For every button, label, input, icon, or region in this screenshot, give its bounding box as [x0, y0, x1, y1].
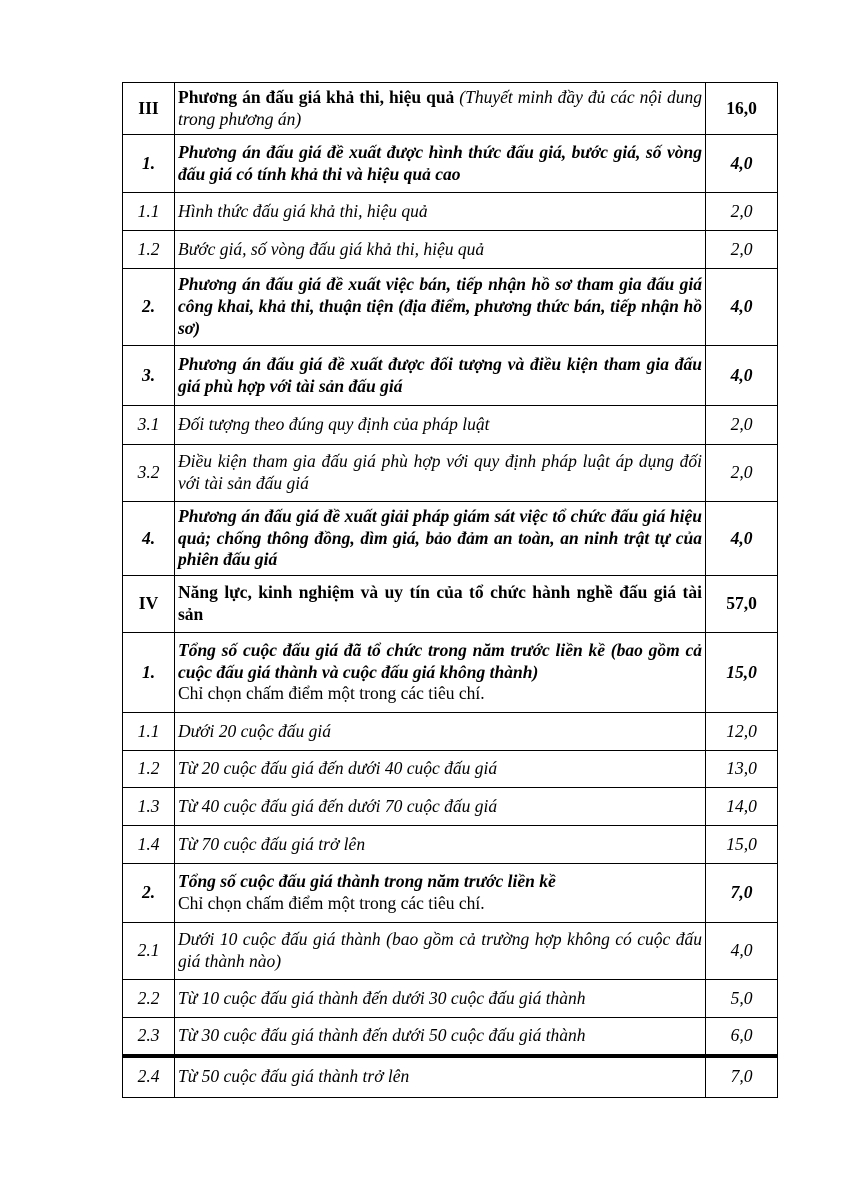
- description-paragraph: [178, 988, 702, 1010]
- text-run: Phương án đấu giá đề xuất việc bán, tiếp nhận hồ sơ tham gia đấu giá công khai, khả thi, thuận tiện (địa điểm, phương thức bán, tiếp nhận hồ sơ): [178, 274, 702, 338]
- table-row: [123, 193, 778, 231]
- row-number-cell: 2.: [123, 269, 175, 346]
- row-number-cell: III: [123, 83, 175, 135]
- table-row: [123, 576, 778, 633]
- row-number-cell: 1.2: [123, 751, 175, 788]
- table-row: [123, 406, 778, 445]
- row-number-cell: 3.2: [123, 445, 175, 502]
- row-number-cell: 1.: [123, 633, 175, 713]
- row-number-cell: 3.1: [123, 406, 175, 445]
- row-number-cell: 1.1: [123, 193, 175, 231]
- row-number-cell: 1.3: [123, 788, 175, 826]
- description-paragraph: [178, 929, 702, 972]
- table-row: [123, 502, 778, 576]
- row-description-cell: [175, 406, 706, 445]
- row-description-cell: [175, 633, 706, 713]
- row-number-cell: IV: [123, 576, 175, 633]
- row-description-cell: [175, 751, 706, 788]
- row-score-cell: 13,0: [706, 751, 778, 788]
- row-description-cell: [175, 1056, 706, 1098]
- text-run: Dưới 10 cuộc đấu giá thành (bao gồm cả trường hợp không có cuộc đấu giá thành nào): [178, 929, 702, 971]
- text-run: Phương án đấu giá khả thi, hiệu quả: [178, 86, 460, 107]
- text-run: Từ 40 cuộc đấu giá đến dưới 70 cuộc đấu giá: [178, 795, 498, 816]
- text-run: Chỉ chọn chấm điểm một trong các tiêu chí.: [178, 893, 485, 913]
- row-number-cell: 1.4: [123, 826, 175, 864]
- description-paragraph: [178, 354, 702, 397]
- text-run: Tổng số cuộc đấu giá thành trong năm trước liền kề: [178, 871, 556, 892]
- text-run: Phương án đấu giá đề xuất giải pháp giám sát việc tổ chức đấu giá hiệu quả; chống thông đồng, dìm giá, bảo đảm an toàn, an ninh trật tự của phiên đấu giá: [178, 505, 702, 570]
- row-number-cell: 2.3: [123, 1018, 175, 1056]
- row-number-cell: 1.1: [123, 713, 175, 751]
- text-run: (Thuyết minh đầy đủ các nội dung trong phương án): [178, 86, 702, 129]
- table-row: [123, 788, 778, 826]
- row-description-cell: [175, 826, 706, 864]
- row-description-cell: [175, 83, 706, 135]
- text-run: Điều kiện tham gia đấu giá phù hợp với quy định pháp luật áp dụng đối với tài sản đấu giá: [178, 451, 702, 493]
- description-paragraph: [178, 506, 702, 571]
- description-paragraph: [178, 721, 702, 743]
- table-row: [123, 751, 778, 788]
- row-score-cell: 4,0: [706, 502, 778, 576]
- row-description-cell: [175, 346, 706, 406]
- table-row: [123, 826, 778, 864]
- row-description-cell: [175, 445, 706, 502]
- text-run: Chỉ chọn chấm điểm một trong các tiêu chí.: [178, 683, 485, 704]
- text-run: Dưới 20 cuộc đấu giá: [178, 720, 332, 741]
- row-description-cell: [175, 231, 706, 269]
- text-run: Phương án đấu giá đề xuất được đối tượng và điều kiện tham gia đấu giá phù hợp với tài sản đấu giá: [178, 353, 702, 396]
- row-number-cell: 2.4: [123, 1056, 175, 1098]
- description-paragraph: [178, 414, 702, 436]
- row-score-cell: 15,0: [706, 633, 778, 713]
- description-paragraph: [178, 201, 702, 223]
- row-description-cell: [175, 864, 706, 923]
- text-run: Tổng số cuộc đấu giá đã tổ chức trong năm trước liền kề (bao gồm cả cuộc đấu giá thành và cuộc đấu giá không thành): [178, 639, 702, 682]
- row-number-cell: 2.2: [123, 980, 175, 1018]
- row-score-cell: 2,0: [706, 193, 778, 231]
- row-description-cell: [175, 135, 706, 193]
- text-run: Từ 30 cuộc đấu giá thành đến dưới 50 cuộc đấu giá thành: [178, 1024, 586, 1045]
- description-paragraph: [178, 796, 702, 818]
- row-number-cell: 2.1: [123, 923, 175, 980]
- row-score-cell: 4,0: [706, 346, 778, 406]
- text-run: Năng lực, kinh nghiệm và uy tín của tổ chức hành nghề đấu giá tài sản: [178, 582, 702, 624]
- row-score-cell: 7,0: [706, 1056, 778, 1098]
- row-score-cell: 15,0: [706, 826, 778, 864]
- row-score-cell: 6,0: [706, 1018, 778, 1056]
- table-row: [123, 231, 778, 269]
- row-score-cell: 4,0: [706, 269, 778, 346]
- row-description-cell: [175, 713, 706, 751]
- row-description-cell: [175, 923, 706, 980]
- row-score-cell: 57,0: [706, 576, 778, 633]
- description-paragraph: [178, 758, 702, 780]
- description-paragraph: [178, 87, 702, 130]
- row-description-cell: [175, 502, 706, 576]
- table-row: [123, 83, 778, 135]
- table-row: [123, 269, 778, 346]
- description-paragraph: [178, 893, 702, 915]
- scoring-table: [122, 82, 778, 1098]
- text-run: Đối tượng theo đúng quy định của pháp luật: [178, 414, 490, 435]
- description-paragraph: [178, 1066, 702, 1088]
- row-score-cell: 2,0: [706, 445, 778, 502]
- row-number-cell: 1.: [123, 135, 175, 193]
- row-description-cell: [175, 1018, 706, 1056]
- description-paragraph: [178, 239, 702, 261]
- table-row: [123, 445, 778, 502]
- table-row: [123, 633, 778, 713]
- row-score-cell: 7,0: [706, 864, 778, 923]
- description-paragraph: [178, 834, 702, 856]
- row-score-cell: 5,0: [706, 980, 778, 1018]
- description-paragraph: [178, 274, 702, 339]
- row-description-cell: [175, 576, 706, 633]
- description-paragraph: [178, 142, 702, 185]
- row-score-cell: 2,0: [706, 231, 778, 269]
- row-score-cell: 16,0: [706, 83, 778, 135]
- table-row: [123, 713, 778, 751]
- table-row: [123, 346, 778, 406]
- text-run: Từ 10 cuộc đấu giá thành đến dưới 30 cuộc đấu giá thành: [178, 987, 586, 1008]
- row-score-cell: 4,0: [706, 135, 778, 193]
- row-number-cell: 4.: [123, 502, 175, 576]
- text-run: Từ 50 cuộc đấu giá thành trở lên: [178, 1066, 410, 1087]
- description-paragraph: [178, 582, 702, 625]
- text-run: Từ 70 cuộc đấu giá trở lên: [178, 833, 366, 854]
- row-number-cell: 2.: [123, 864, 175, 923]
- description-paragraph: [178, 871, 702, 893]
- table-row: [123, 923, 778, 980]
- row-description-cell: [175, 193, 706, 231]
- text-run: Hình thức đấu giá khả thi, hiệu quả: [178, 200, 428, 221]
- row-score-cell: 12,0: [706, 713, 778, 751]
- row-number-cell: 3.: [123, 346, 175, 406]
- table-row: [123, 135, 778, 193]
- row-number-cell: 1.2: [123, 231, 175, 269]
- text-run: Từ 20 cuộc đấu giá đến dưới 40 cuộc đấu giá: [178, 758, 498, 779]
- row-score-cell: 2,0: [706, 406, 778, 445]
- table-row: [123, 980, 778, 1018]
- scoring-table-body: [123, 83, 778, 1098]
- description-paragraph: [178, 640, 702, 683]
- table-row: [123, 864, 778, 923]
- row-description-cell: [175, 788, 706, 826]
- row-score-cell: 14,0: [706, 788, 778, 826]
- description-paragraph: [178, 1025, 702, 1047]
- row-description-cell: [175, 269, 706, 346]
- description-paragraph: [178, 683, 702, 705]
- row-score-cell: 4,0: [706, 923, 778, 980]
- table-row: [123, 1018, 778, 1056]
- table-row: [123, 1056, 778, 1098]
- row-description-cell: [175, 980, 706, 1018]
- text-run: Phương án đấu giá đề xuất được hình thức đấu giá, bước giá, số vòng đấu giá có tính khả thi và hiệu quả cao: [178, 141, 702, 184]
- text-run: Bước giá, số vòng đấu giá khả thi, hiệu quả: [178, 238, 485, 259]
- description-paragraph: [178, 451, 702, 494]
